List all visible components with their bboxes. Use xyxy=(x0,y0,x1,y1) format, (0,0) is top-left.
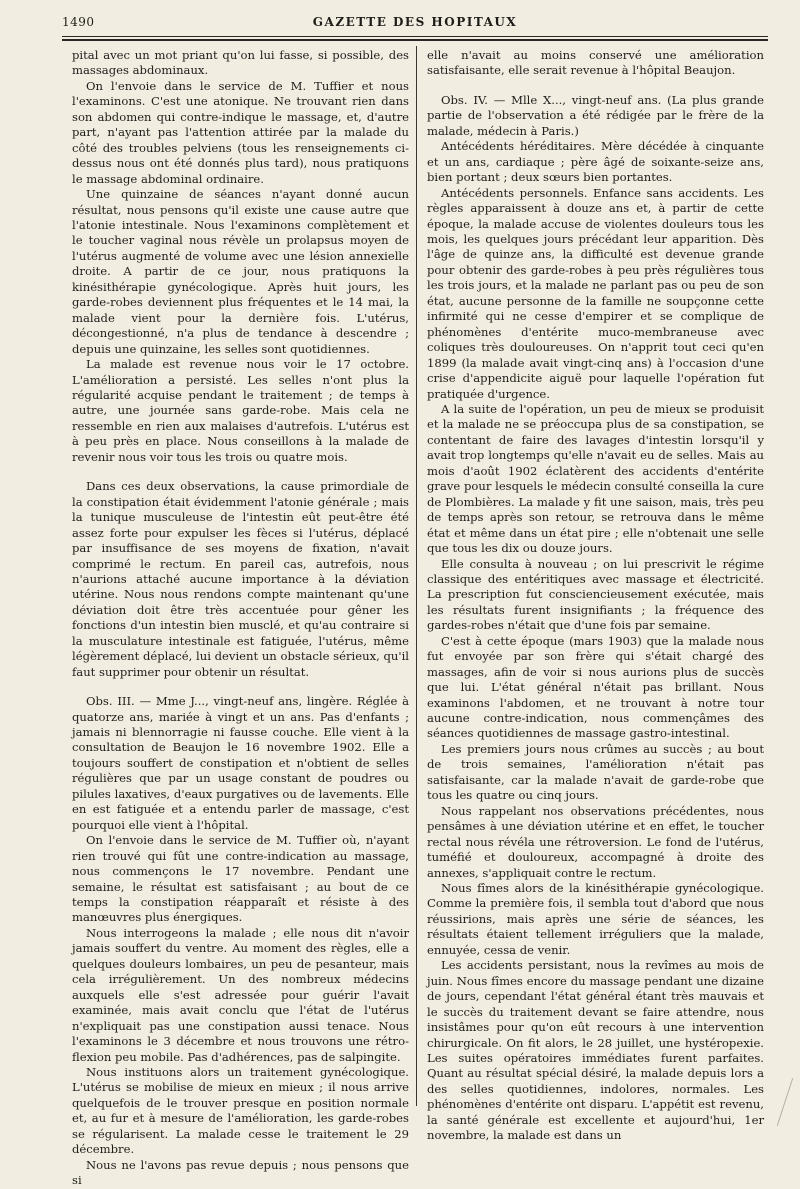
paragraph: pital avec un mot priant qu'on lui fasse, si possible, des massages abdominaux. xyxy=(72,48,409,78)
column-divider xyxy=(416,46,417,1106)
paragraph: On l'envoie dans le service de M. Tuffier où, n'ayant rien trouvé qui fût une contre-indication au massage, nous commençons le 17 novembre. Pendant une semaine, le résultat est satisfaisant ; au bout de ce temps la constipation réapparaît et résiste à des manœuvres plus énergiques. xyxy=(72,833,409,925)
paragraph: Nous interrogeons la malade ; elle nous dit n'avoir jamais souffert du ventre. Au moment des règles, elle a quelques douleurs lombaires, un peu de pesanteur, mais cela irrégulièrement. Un des nombreux médecins auxquels elle s'est adressée pour guérir l'avait examinée, mais avait conclu que l'état de l'utérus n'expliquait pas une constipation aussi tenace. Nous l'examinons le 3 décembre et nous trouvons une rétro-flexion peu mobile. Pas d'adhérences, pas de salpingite. xyxy=(72,925,409,1064)
header-rule-thin xyxy=(62,36,768,37)
paragraph: Elle consulta à nouveau ; on lui prescrivit le régime classique des entéritiques avec massage et électricité. La prescription fut consciencieusement exécutée, mais les résultats furent insignifiants ; la fréquence des gardes-robes n'était que d'une fois par semaine. xyxy=(427,556,764,633)
paragraph: Nous ne l'avons pas revue depuis ; nous pensons que si xyxy=(72,1157,409,1188)
left-column xyxy=(72,48,409,1189)
paragraph: Une quinzaine de séances n'ayant donné aucun résultat, nous pensons qu'il existe une cause autre que l'atonie intestinale. Nous l'examinons complètement et le toucher vaginal nous révèle un prolapsus moyen de l'utérus augmenté de volume avec une lésion annexielle droite. A partir de ce jour, nous pratiquons la kinésithérapie gynécologique. Après huit jours, les garde-robes deviennent plus fréquentes et le 14 mai, la malade vient pour la dernière fois. L'utérus, décongestionné, n'a plus de tendance à descendre ; depuis une quinzaine, les selles sont quotidiennes. xyxy=(72,187,409,356)
right-column xyxy=(427,48,764,1144)
observation-paragraph: Obs. IV. — Mlle X..., vingt-neuf ans. (La plus grande partie de l'observation a été rédigée par le frère de la malade, médecin à Paris.) xyxy=(427,92,764,138)
paragraph: elle n'avait au moins conservé une amélioration satisfaisante, elle serait revenue à l'hôpital Beaujon. xyxy=(427,48,764,78)
observation-paragraph: Obs. III. — Mme J..., vingt-neuf ans, lingère. Réglée à quatorze ans, mariée à vingt et un ans. Pas d'enfants ; jamais ni blennorragie ni fausse couche. Elle vient à la consultation de Beaujon le 16 novembre 1902. Elle a toujours souffert de constipation et n'obtient de selles régulières que par un usage constant de poudres ou pilules laxatives, d'eaux purgatives ou de lavements. Elle en est fatiguée et a entendu parler de massage, c'est pourquoi elle vient à l'hôpital. xyxy=(72,694,409,832)
paragraph: C'est à cette époque (mars 1903) que la malade nous fut envoyée par son frère qui s'était chargé des massages, afin de voir si nous aurions plus de succès que lui. L'état général n'était pas brillant. Nous examinons l'abdomen, et ne trouvant à notre tour aucune contre-indication, nous commençâmes des séances quotidiennes de massage gastro-intestinal. xyxy=(427,633,764,741)
journal-title: GAZETTE DES HOPITAUX xyxy=(312,15,518,29)
paragraph: Nous rappelant nos observations précédentes, nous pensâmes à une déviation utérine et en effet, le toucher rectal nous révéla une rétroversion. Le fond de l'utérus, tuméfié et douloureux, accompagné à droite des annexes, s'appliquait contre le rectum. xyxy=(427,803,764,880)
margin-mark xyxy=(777,1078,800,1132)
paragraph: La malade est revenue nous voir le 17 octobre. L'amélioration a persisté. Les selles n'ont plus la régularité acquise pendant le traitement ; de temps à autre, une journée sans garde-robe. Mais cela ne ressemble en rien aux malaises d'autrefois. L'utérus est à peu près en place. Nous conseillons à la malade de revenir nous voir tous les trois ou quatre mois. xyxy=(72,357,409,464)
page-header xyxy=(62,13,768,33)
paragraph: Dans ces deux observations, la cause primordiale de la constipation était évidemment l'atonie générale ; mais la tunique musculeuse de l'intestin eût peut-être été assez forte pour expulser les fèces si l'utérus, déplacé par insuffisance de ses moyens de fixation, n'avait comprimé le rectum. En pareil cas, autrefois, nous n'aurions attaché aucune importance à la déviation utérine. Nous nous rendons compte maintenant qu'une déviation doit être très accentuée pour gêner les fonctions d'un intestin bien musclé, et qu'au contraire si la musculature intestinale est fatiguée, l'utérus, même légèrement déplacé, lui devient un obstacle sérieux, qu'il faut supprimer pour obtenir un résultat. xyxy=(72,479,409,679)
header-rule-thick xyxy=(62,39,768,41)
paragraph: Les premiers jours nous crûmes au succès ; au bout de trois semaines, l'amélioration n'était pas satisfaisante, car la malade n'avait de garde-robe que tous les quatre ou cinq jours. xyxy=(427,741,764,803)
paragraph: Nous instituons alors un traitement gynécologique. L'utérus se mobilise de mieux en mieux ; il nous arrive quelquefois de le trouver presque en position normale et, au fur et à mesure de l'amélioration, les garde-robes se régularisent. La malade cesse le traitement le 29 décembre. xyxy=(72,1065,409,1157)
paragraph: Antécédents héréditaires. Mère décédée à cinquante et un ans, cardiaque ; père âgé de soixante-seize ans, bien portant ; deux sœurs bien portantes. xyxy=(427,139,764,185)
paragraph: On l'envoie dans le service de M. Tuffier et nous l'examinons. C'est une atonique. Ne trouvant rien dans son abdomen qui contre-indique le massage, et, d'autre part, n'ayant pas l'attention attirée par la malade du côté des troubles pelviens (tous les renseignements ci-dessus nous ont été donnés plus tard), nous pratiquons le massage abdominal ordinaire. xyxy=(72,78,409,186)
paragraph: Nous fîmes alors de la kinésithérapie gynécologique. Comme la première fois, il sembla tout d'abord que nous réussirions, mais après une série de séances, les résultats étaient tellement irréguliers que la malade, ennuyée, cessa de venir. xyxy=(427,881,764,957)
paragraph: Antécédents personnels. Enfance sans accidents. Les règles apparaissent à douze ans et, à partir de cette époque, la malade accuse de violentes douleurs tous les mois, les quelques jours précédant leur apparition. Dès l'âge de quinze ans, la difficulté est devenue grande pour obtenir des garde-robes à peu près régulières tous les trois jours, et la malade ne parlant pas ou peu de son état, aucune personne de la famille ne soupçonne cette infirmité qui ne cesse d'empirer et se complique de phénomènes d'entérite muco-membraneuse avec coliques très douloureuses. On n'apprit tout ceci qu'en 1899 (la malade avait vingt-cinq ans) à l'occasion d'une crise d'appendicite aiguë pour laquelle l'opération fut pratiquée d'urgence. xyxy=(427,185,764,401)
page-number: 1490 xyxy=(62,15,95,29)
paragraph: Les accidents persistant, nous la revîmes au mois de juin. Nous fîmes encore du massage pendant une dizaine de jours, cependant l'état général étant très mauvais et le succès du traitement devant se faire attendre, nous insistâmes pour qu'on eût recours à une intervention chirurgicale. On fit alors, le 28 juillet, une hystéropexie. Les suites opératoires immédiates furent parfaites. Quant au résultat spécial désiré, la malade depuis lors a des selles quotidiennes, indolores, normales. Les phénomènes d'entérite ont disparu. L'appétit est revenu, la santé générale est excellente et aujourd'hui, 1er novembre, la malade est dans un xyxy=(427,958,764,1143)
paragraph: A la suite de l'opération, un peu de mieux se produisit et la malade ne se préoccupa plus de sa constipation, se contentant de faire des lavages d'intestin lorsqu'il y avait trop longtemps qu'elle n'avait eu de selles. Mais au mois d'août 1902 éclatèrent des accidents d'entérite grave pour lesquels le médecin consulté conseilla la cure de Plombières. La malade y fit une saison, mais, très peu de temps après son retour, se retrouva dans le même état et même dans un état pire ; elle n'obtenait une selle que tous les dix ou douze jours. xyxy=(427,401,764,556)
